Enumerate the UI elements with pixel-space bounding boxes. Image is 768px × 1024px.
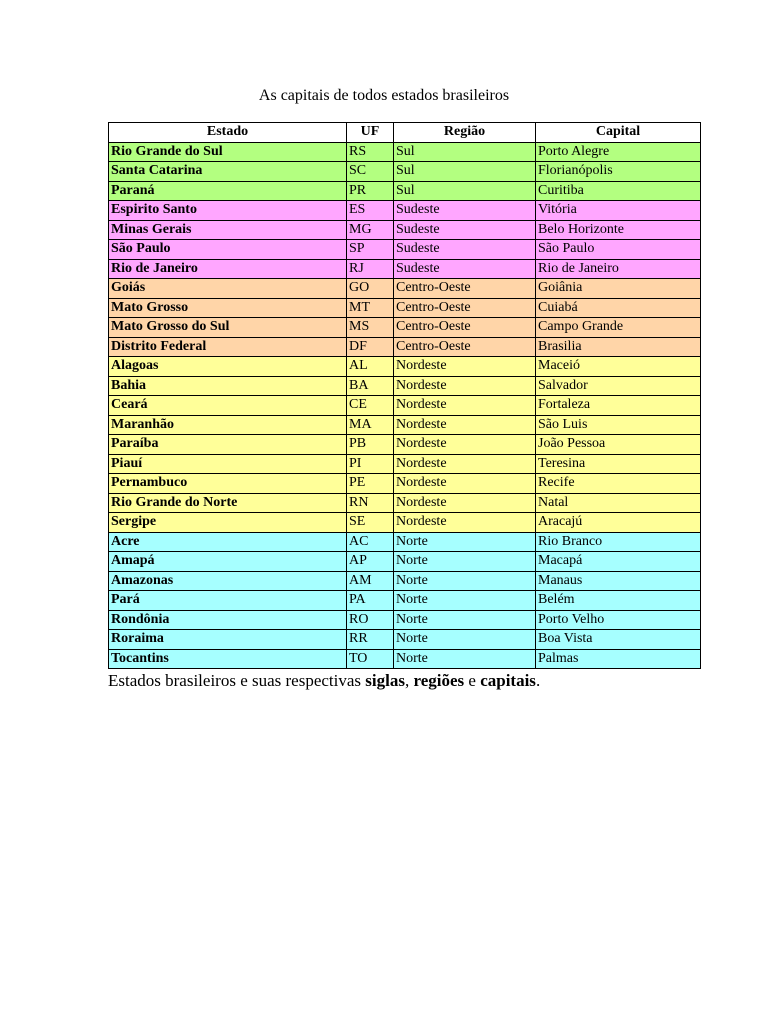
table-row	[109, 201, 701, 221]
cell-uf: DF	[347, 337, 394, 357]
cell-regiao: Nordeste	[394, 357, 536, 377]
table-row	[109, 298, 701, 318]
cell-regiao: Nordeste	[394, 396, 536, 416]
cell-estado: Rondônia	[109, 610, 347, 630]
cell-regiao: Norte	[394, 649, 536, 669]
cell-regiao: Norte	[394, 552, 536, 572]
cell-uf: PB	[347, 435, 394, 455]
cell-uf: AC	[347, 532, 394, 552]
cell-uf: MS	[347, 318, 394, 338]
cell-estado: São Paulo	[109, 240, 347, 260]
cell-uf: RN	[347, 493, 394, 513]
caption-text-3: e	[464, 671, 481, 690]
table-row	[109, 610, 701, 630]
cell-uf: SE	[347, 513, 394, 533]
table-body	[109, 142, 701, 669]
cell-estado: Paraná	[109, 181, 347, 201]
table-row	[109, 493, 701, 513]
caption-bold-siglas: siglas	[365, 671, 405, 690]
cell-regiao: Sudeste	[394, 259, 536, 279]
cell-estado: Acre	[109, 532, 347, 552]
cell-estado: Alagoas	[109, 357, 347, 377]
cell-regiao: Norte	[394, 591, 536, 611]
cell-regiao: Sul	[394, 162, 536, 182]
cell-uf: RO	[347, 610, 394, 630]
table-row	[109, 454, 701, 474]
header-estado: Estado	[109, 123, 347, 143]
cell-capital: Belém	[536, 591, 701, 611]
cell-uf: PI	[347, 454, 394, 474]
table-row	[109, 513, 701, 533]
table-row	[109, 591, 701, 611]
cell-estado: Minas Gerais	[109, 220, 347, 240]
table-row	[109, 240, 701, 260]
cell-regiao: Sudeste	[394, 240, 536, 260]
table-row	[109, 181, 701, 201]
table-row	[109, 357, 701, 377]
cell-capital: Rio Branco	[536, 532, 701, 552]
cell-capital: Cuiabá	[536, 298, 701, 318]
cell-capital: Boa Vista	[536, 630, 701, 650]
caption-bold-capitais: capitais	[480, 671, 536, 690]
cell-uf: MA	[347, 415, 394, 435]
cell-capital: Belo Horizonte	[536, 220, 701, 240]
cell-capital: Recife	[536, 474, 701, 494]
cell-uf: GO	[347, 279, 394, 299]
cell-capital: Rio de Janeiro	[536, 259, 701, 279]
cell-capital: Salvador	[536, 376, 701, 396]
table-row	[109, 435, 701, 455]
document-title: As capitais de todos estados brasileiros	[258, 87, 510, 104]
table-row	[109, 318, 701, 338]
cell-regiao: Sudeste	[394, 201, 536, 221]
table-row	[109, 396, 701, 416]
cell-uf: RR	[347, 630, 394, 650]
table-row	[109, 630, 701, 650]
cell-capital: João Pessoa	[536, 435, 701, 455]
cell-capital: Maceió	[536, 357, 701, 377]
cell-estado: Mato Grosso do Sul	[109, 318, 347, 338]
table-row	[109, 279, 701, 299]
cell-estado: Roraima	[109, 630, 347, 650]
cell-capital: Florianópolis	[536, 162, 701, 182]
cell-capital: São Luis	[536, 415, 701, 435]
cell-uf: PR	[347, 181, 394, 201]
cell-capital: Porto Velho	[536, 610, 701, 630]
cell-estado: Amapá	[109, 552, 347, 572]
cell-capital: Campo Grande	[536, 318, 701, 338]
cell-capital: Fortaleza	[536, 396, 701, 416]
cell-estado: Piauí	[109, 454, 347, 474]
cell-uf: MG	[347, 220, 394, 240]
cell-estado: Espirito Santo	[109, 201, 347, 221]
cell-estado: Paraíba	[109, 435, 347, 455]
cell-estado: Rio Grande do Sul	[109, 142, 347, 162]
cell-estado: Pará	[109, 591, 347, 611]
cell-regiao: Centro-Oeste	[394, 279, 536, 299]
cell-capital: Palmas	[536, 649, 701, 669]
cell-capital: Manaus	[536, 571, 701, 591]
cell-estado: Rio de Janeiro	[109, 259, 347, 279]
table-row	[109, 220, 701, 240]
cell-capital: Porto Alegre	[536, 142, 701, 162]
caption	[108, 670, 540, 692]
table-header-row	[109, 123, 701, 143]
cell-estado: Sergipe	[109, 513, 347, 533]
cell-uf: SC	[347, 162, 394, 182]
cell-regiao: Centro-Oeste	[394, 298, 536, 318]
table-row	[109, 376, 701, 396]
cell-estado: Distrito Federal	[109, 337, 347, 357]
cell-regiao: Nordeste	[394, 435, 536, 455]
cell-regiao: Nordeste	[394, 513, 536, 533]
cell-estado: Tocantins	[109, 649, 347, 669]
cell-regiao: Norte	[394, 571, 536, 591]
caption-text-2: ,	[404, 671, 414, 690]
cell-capital: Teresina	[536, 454, 701, 474]
cell-regiao: Norte	[394, 610, 536, 630]
cell-uf: AL	[347, 357, 394, 377]
cell-uf: AM	[347, 571, 394, 591]
cell-estado: Ceará	[109, 396, 347, 416]
table-row	[109, 337, 701, 357]
cell-estado: Goiás	[109, 279, 347, 299]
cell-regiao: Centro-Oeste	[394, 318, 536, 338]
cell-uf: PE	[347, 474, 394, 494]
cell-uf: SP	[347, 240, 394, 260]
table-row	[109, 415, 701, 435]
header-uf: UF	[347, 123, 394, 143]
cell-capital: Brasilia	[536, 337, 701, 357]
cell-estado: Amazonas	[109, 571, 347, 591]
cell-estado: Rio Grande do Norte	[109, 493, 347, 513]
table-row	[109, 142, 701, 162]
states-table	[108, 122, 701, 669]
cell-regiao: Nordeste	[394, 493, 536, 513]
cell-regiao: Sul	[394, 181, 536, 201]
cell-capital: Goiânia	[536, 279, 701, 299]
cell-estado: Pernambuco	[109, 474, 347, 494]
cell-regiao: Centro-Oeste	[394, 337, 536, 357]
cell-regiao: Nordeste	[394, 474, 536, 494]
cell-capital: Vitória	[536, 201, 701, 221]
cell-capital: São Paulo	[536, 240, 701, 260]
table-row	[109, 474, 701, 494]
cell-regiao: Sul	[394, 142, 536, 162]
caption-bold-regioes: regiões	[413, 671, 465, 690]
cell-capital: Macapá	[536, 552, 701, 572]
table-row	[109, 259, 701, 279]
cell-uf: RJ	[347, 259, 394, 279]
cell-uf: ES	[347, 201, 394, 221]
table-row	[109, 649, 701, 669]
cell-uf: AP	[347, 552, 394, 572]
cell-capital: Natal	[536, 493, 701, 513]
cell-estado: Maranhão	[109, 415, 347, 435]
table-row	[109, 571, 701, 591]
cell-capital: Aracajú	[536, 513, 701, 533]
header-regiao: Região	[394, 123, 536, 143]
cell-capital: Curitiba	[536, 181, 701, 201]
cell-uf: CE	[347, 396, 394, 416]
caption-text-1: Estados brasileiros e suas respectivas	[108, 671, 366, 690]
cell-uf: RS	[347, 142, 394, 162]
cell-uf: TO	[347, 649, 394, 669]
caption-text-4: .	[535, 671, 541, 690]
cell-regiao: Nordeste	[394, 415, 536, 435]
cell-regiao: Norte	[394, 630, 536, 650]
cell-estado: Mato Grosso	[109, 298, 347, 318]
cell-regiao: Nordeste	[394, 454, 536, 474]
cell-regiao: Nordeste	[394, 376, 536, 396]
header-capital: Capital	[536, 123, 701, 143]
table-row	[109, 162, 701, 182]
cell-estado: Bahia	[109, 376, 347, 396]
table-row	[109, 532, 701, 552]
table-row	[109, 552, 701, 572]
cell-uf: PA	[347, 591, 394, 611]
cell-estado: Santa Catarina	[109, 162, 347, 182]
cell-uf: MT	[347, 298, 394, 318]
cell-regiao: Norte	[394, 532, 536, 552]
cell-regiao: Sudeste	[394, 220, 536, 240]
cell-uf: BA	[347, 376, 394, 396]
